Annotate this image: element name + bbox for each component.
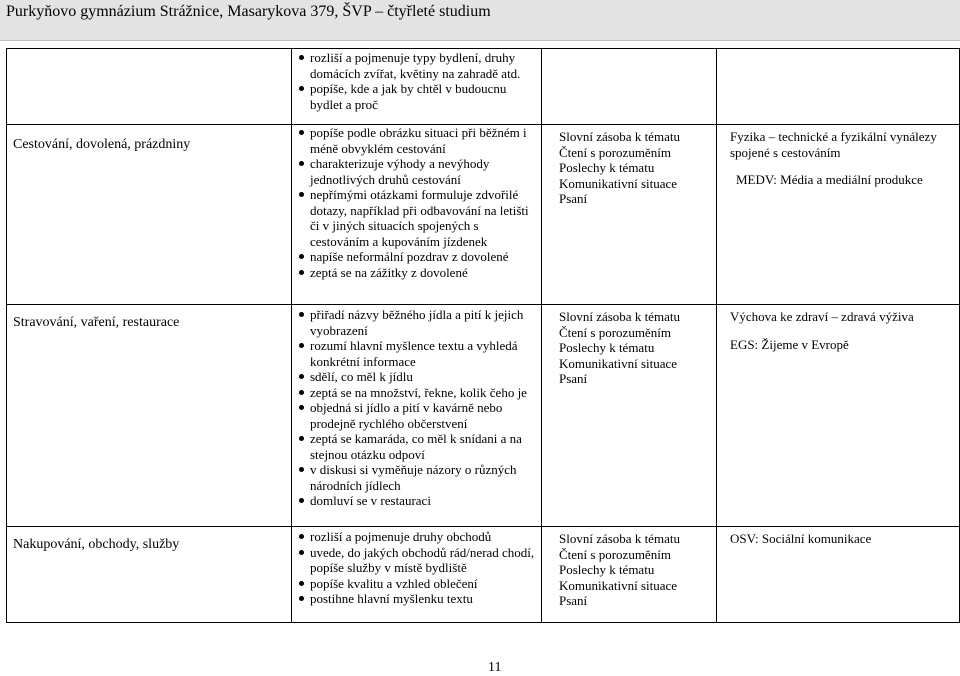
list-item: sdělí, co měl k jídlu xyxy=(310,369,541,385)
list-item: napíše neformální pozdrav z dovolené xyxy=(310,249,541,265)
curriculum-table xyxy=(6,48,960,623)
list-item: zeptá se kamaráda, co měl k snídani a na stejnou otázku odpoví xyxy=(310,431,541,462)
list-item: zeptá se na zážitky z dovolené xyxy=(310,265,541,281)
page-header xyxy=(0,0,960,41)
list-item: Slovní zásoba k tématu xyxy=(559,309,680,324)
list-item: Psaní xyxy=(559,371,588,386)
list-item: rozliší a pojmenuje druhy obchodů xyxy=(310,529,541,545)
list-item: Psaní xyxy=(559,593,588,608)
table-row xyxy=(7,527,960,623)
list-item: rozumí hlavní myšlence textu a vyhledá konkrétní informace xyxy=(310,338,541,369)
list-item: Slovní zásoba k tématu xyxy=(559,531,680,546)
list-item: Psaní xyxy=(559,191,588,206)
list-item: popíše, kde a jak by chtěl v budoucnu bydlet a proč xyxy=(310,81,542,112)
list-item: Čtení s porozuměním xyxy=(559,144,671,160)
skills-list xyxy=(559,531,716,609)
list-item: nepřímými otázkami formuluje zdvořilé dotazy, například při odbavování na letišti či v jiných situacích spojených s cestováním a kupováním jízdenek xyxy=(310,187,541,249)
cross-curricular-link: Výchova ke zdraví – zdravá výživa xyxy=(730,309,914,324)
list-item: Poslechy k tématu xyxy=(559,562,655,577)
topic-label: Cestování, dovolená, prázdniny xyxy=(13,137,191,152)
list-item: přiřadí názvy běžného jídla a pití k jejich vyobrazení xyxy=(310,307,541,338)
cross-curricular-link: EGS: Žijeme v Evropě xyxy=(730,336,849,352)
list-item: Poslechy k tématu xyxy=(559,160,655,175)
list-item: Slovní zásoba k tématu xyxy=(559,129,680,144)
list-item: Čtení s porozuměním xyxy=(559,546,671,562)
outcomes-list xyxy=(292,125,541,280)
list-item: domluví se v restauraci xyxy=(310,493,541,509)
list-item: Čtení s porozuměním xyxy=(559,324,671,340)
list-item: v diskusi si vyměňuje názory o různých národních jídlech xyxy=(310,462,541,493)
list-item: Komunikativní situace xyxy=(559,175,678,191)
cross-curricular-link: Fyzika – technické a fyzikální vynálezy spojené s cestováním xyxy=(730,129,937,160)
page-title: Purkyňovo gymnázium Strážnice, Masarykova 379, ŠVP – čtyřleté studium xyxy=(6,3,491,20)
outcomes-list xyxy=(292,529,541,607)
list-item: Komunikativní situace xyxy=(559,577,678,593)
list-item: Poslechy k tématu xyxy=(559,340,655,355)
outcomes-list xyxy=(292,307,541,509)
topic-label: Stravování, vaření, restaurace xyxy=(13,315,180,330)
list-item: zeptá se na množství, řekne, kolik čeho je xyxy=(310,385,541,401)
list-item: postihne hlavní myšlenku textu xyxy=(310,591,541,607)
cross-curricular-link: MEDV: Média a mediální produkce xyxy=(736,172,923,187)
page-number: 11 xyxy=(488,660,502,675)
list-item: objedná si jídlo a pití v kavárně nebo prodejně rychlého občerstvení xyxy=(310,400,541,431)
list-item: rozliší a pojmenuje typy bydlení, druhy domácích zvířat, květiny na zahradě atd. xyxy=(310,50,542,81)
cross-curricular-link: OSV: Sociální komunikace xyxy=(730,531,872,546)
table-row xyxy=(7,305,960,527)
list-item: popíše kvalitu a vzhled oblečení xyxy=(310,576,541,592)
list-item: Komunikativní situace xyxy=(559,355,678,371)
topic-label: Nakupování, obchody, služby xyxy=(13,537,180,552)
list-item: popíše podle obrázku situaci při běžném i méně obvyklém cestování xyxy=(310,125,541,156)
skills-list xyxy=(559,129,716,207)
skills-list xyxy=(559,309,716,387)
list-item: uvede, do jakých obchodů rád/nerad chodí, popíše služby v místě bydliště xyxy=(310,545,541,576)
list-item: charakterizuje výhody a nevýhody jednotlivých druhů cestování xyxy=(310,156,541,187)
table-row xyxy=(7,125,960,305)
outcomes-overflow xyxy=(292,50,542,112)
